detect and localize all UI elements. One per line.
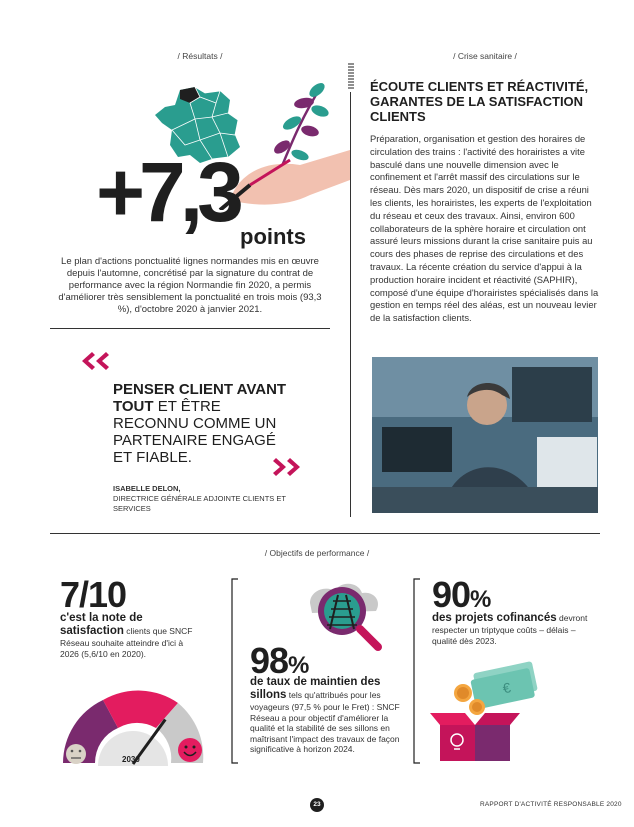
crise-paragraph: Préparation, organisation et gestion des horaires de circulation des trains : l'activité des horairistes a vite basculé dans une nouvelle dimension avec le confinement et l'arrêt massif des circulations sur le réseau. Dès mars 2020, un dispositif de crise a réuni les clients, les horairistes, les experts de l'exploitation du réseau et ceux des travaux. Ainsi, environ 600 collaborateurs de la sphère horaire et circulation ont assuré leurs missions durant la crise sanitaire puis au cours des phases de reprise des circulations et des travaux. La récente création du service d'appui à la production horaire incident et réactivité (SAPHIR), composé d'une équipe d'horairistes spécialisés dans la gestion en temps réel des aléas, est un nouveau levier de la satisfaction clients. bbox=[370, 133, 599, 324]
crise-kicker: / Crise sanitaire / bbox=[453, 51, 517, 61]
objectifs-kicker: / Objectifs de performance / bbox=[264, 548, 370, 558]
quote-close-icon bbox=[273, 458, 303, 476]
stat3-bold: des projets cofinancés bbox=[432, 612, 557, 624]
stat2-value: 98 bbox=[250, 640, 289, 681]
divider bbox=[50, 533, 600, 534]
stat2-rest: tels qu'attribués pour les voyageurs (97,5 % pour le Fret) : SNCF Réseau a pour objectif d'améliorer la qualité et la stabilité de ses sillons en maîtrisant l'impact des travaux de façon significative à horizon 2024. bbox=[250, 690, 400, 754]
quote-author-role: DIRECTRICE GÉNÉRALE ADJOINTE CLIENTS ET SERVICES bbox=[113, 494, 286, 513]
magnifier-illustration bbox=[300, 573, 390, 653]
big-stat-number: +7,3 bbox=[96, 145, 238, 239]
results-paragraph: Le plan d'actions ponctualité lignes normandes mis en œuvre depuis l'automne, concrétisé par la signature du contrat de performance avec la région Normandie fin 2020, a permis d'améliorer très sensiblement la ponctualité en trois mois (93,3 %), d'octobre 2020 à janvier 2021. bbox=[58, 256, 322, 315]
stat3-text bbox=[432, 612, 602, 646]
operator-photo bbox=[372, 357, 598, 513]
satisfaction-gauge bbox=[58, 678, 208, 768]
results-kicker: / Résultats / bbox=[177, 51, 223, 61]
big-stat-unit: points bbox=[240, 224, 306, 249]
funding-box-illustration bbox=[425, 655, 545, 765]
stat1-number: 7/10 bbox=[60, 574, 127, 615]
quote-author bbox=[113, 484, 293, 514]
stat2-text bbox=[250, 676, 415, 755]
pull-quote-rest: ET ÊTRE RECONNU COMME UN PARTENAIRE ENGAGÉ ET FIABLE. bbox=[113, 398, 277, 466]
stat3-number bbox=[432, 574, 490, 616]
stat1-bold: c'est la note de satisfaction bbox=[60, 612, 143, 637]
column-separator-ornament bbox=[348, 62, 354, 90]
stat3-rest: devront respecter un triptyque coûts – délais – qualité dès 2023. bbox=[432, 613, 588, 646]
column-divider bbox=[350, 92, 351, 517]
stat1-rest: clients que SNCF Réseau souhaite atteindre d'ici à 2026 (5,6/10 en 2020). bbox=[60, 626, 193, 659]
divider bbox=[50, 328, 330, 329]
crise-heading: ÉCOUTE CLIENTS ET RÉACTIVITÉ, GARANTES DE LA SATISFACTION CLIENTS bbox=[370, 79, 589, 124]
neutral-face-icon bbox=[66, 744, 86, 764]
happy-face-icon bbox=[178, 738, 202, 762]
pull-quote-bold: PENSER CLIENT AVANT TOUT bbox=[113, 381, 287, 415]
stat2-bold: de taux de maintien des sillons bbox=[250, 676, 381, 701]
page-number: 23 bbox=[310, 798, 324, 812]
stat1-text bbox=[60, 612, 200, 659]
stat2-unit: % bbox=[288, 652, 309, 679]
pull-quote bbox=[113, 381, 293, 466]
euro-icon: € bbox=[501, 679, 513, 697]
footer-title: RAPPORT D'ACTIVITÉ RESPONSABLE 2020 bbox=[480, 801, 622, 808]
stat3-value: 90 bbox=[432, 574, 471, 615]
quote-open-icon bbox=[82, 352, 112, 370]
column-bracket bbox=[231, 578, 239, 764]
gauge-label: 2030 bbox=[122, 755, 140, 764]
stat3-unit: % bbox=[470, 586, 491, 613]
quote-author-name: ISABELLE DELON, bbox=[113, 484, 181, 493]
